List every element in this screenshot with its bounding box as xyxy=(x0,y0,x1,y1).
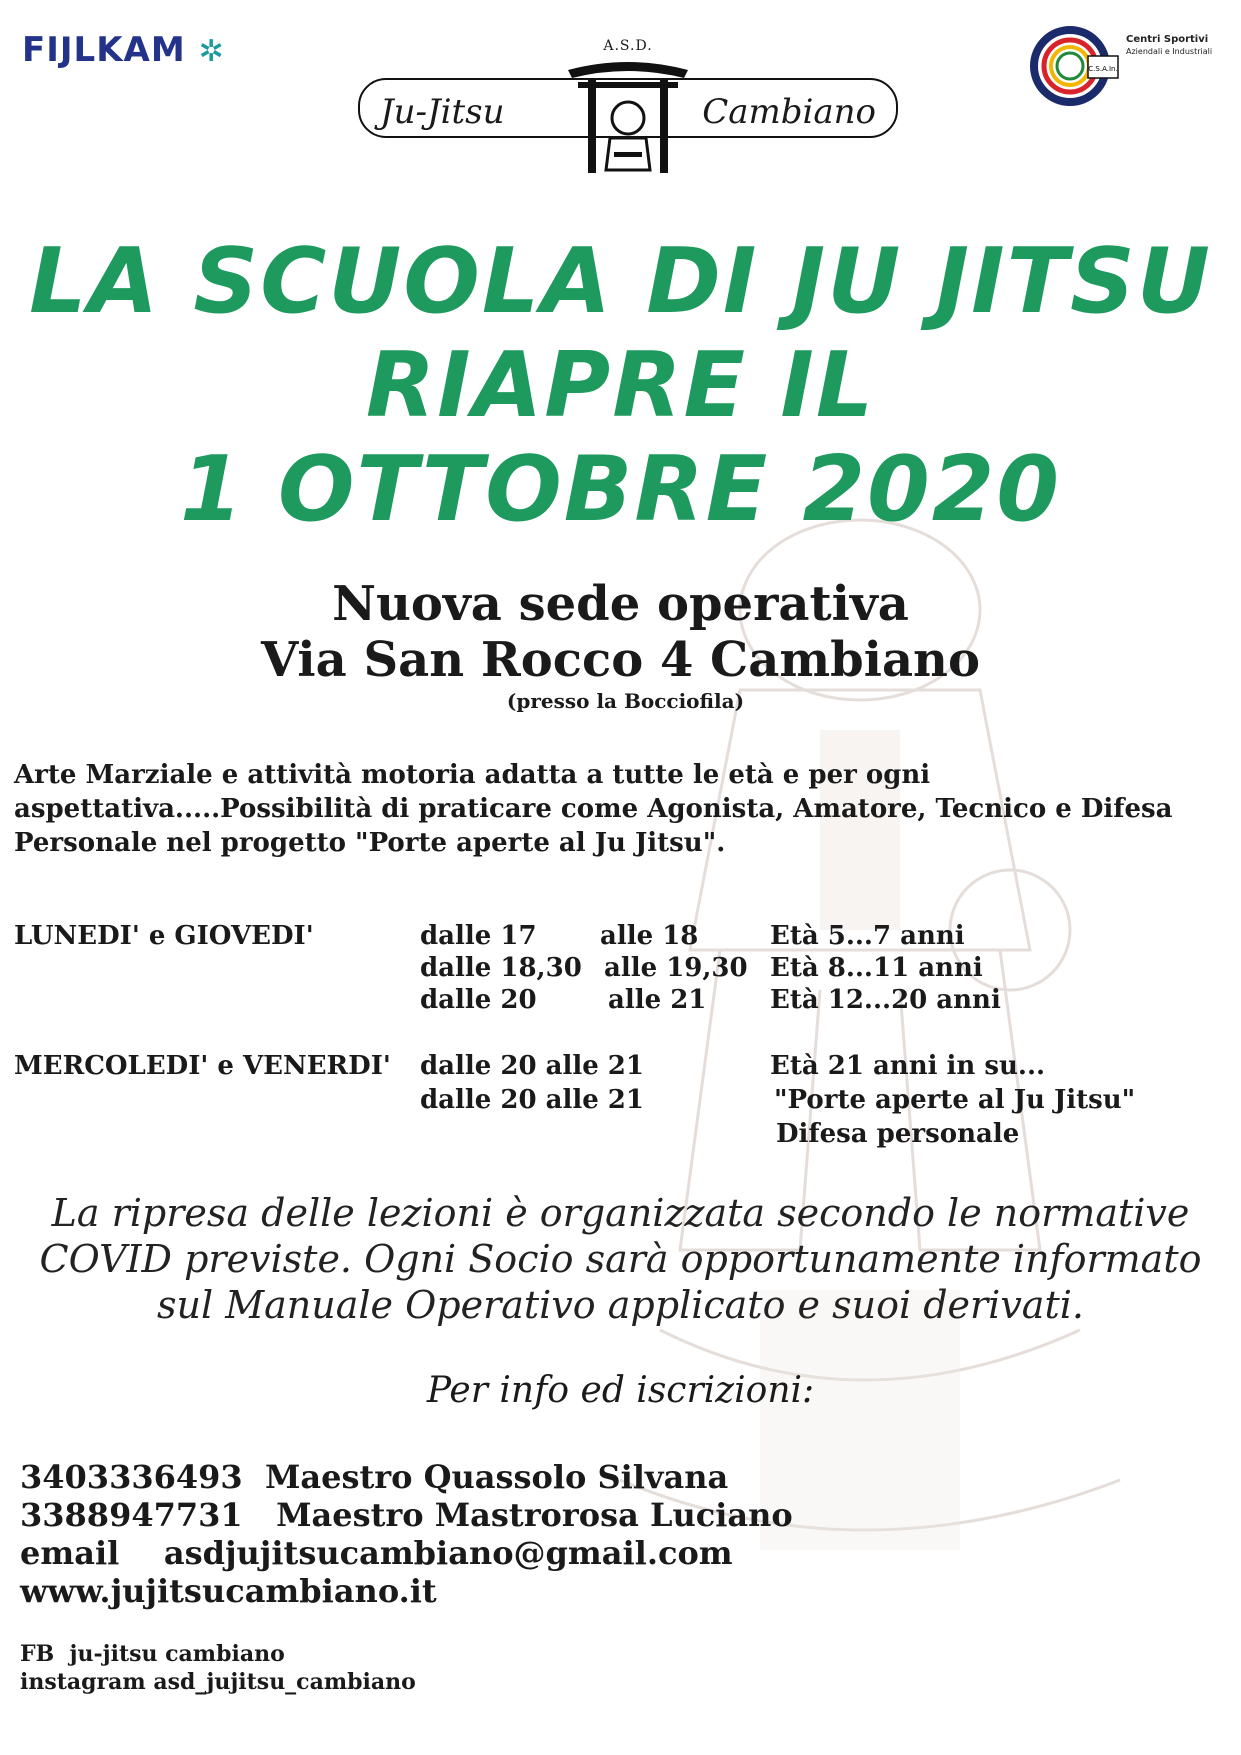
instagram-row xyxy=(20,1668,416,1696)
contact-row xyxy=(20,1458,793,1496)
schedule-age: Età 12...20 anni xyxy=(770,985,1001,1015)
email-label: email xyxy=(20,1534,120,1572)
contact-name: Maestro Quassolo Silvana xyxy=(264,1458,729,1496)
info-heading: Per info ed iscrizioni: xyxy=(426,1370,815,1411)
club-logo xyxy=(358,38,898,178)
schedule-time: dalle 20 alle 21 xyxy=(420,1085,644,1115)
csain-emblem-text: C.S.A.In. xyxy=(1088,65,1118,73)
contact-row xyxy=(20,1496,793,1534)
phone-number[interactable]: 3403336493 xyxy=(20,1458,243,1496)
instagram-handle[interactable]: asd_jujitsu_cambiano xyxy=(153,1669,416,1695)
schedule-days-wed-fri: MERCOLEDI' e VENERDI' xyxy=(14,1051,391,1081)
covid-line: La ripresa delle lezioni è organizzata secondo le normative xyxy=(51,1191,1190,1235)
headline-line-3: 1 OTTOBRE 2020 xyxy=(179,437,1062,542)
schedule-note: Età 21 anni in su... xyxy=(770,1051,1046,1081)
csain-emblem-icon xyxy=(1030,26,1120,106)
email-address[interactable]: asdjujitsucambiano@gmail.com xyxy=(163,1534,733,1572)
schedule-from: dalle 20 xyxy=(420,985,537,1015)
torii-gate-icon xyxy=(558,48,698,178)
facebook-row xyxy=(20,1640,416,1668)
instagram-label: instagram xyxy=(20,1669,146,1695)
schedule-from: dalle 17 xyxy=(420,921,537,951)
csain-logo xyxy=(1030,26,1220,106)
schedule-time: dalle 20 alle 21 xyxy=(420,1051,644,1081)
schedule-days-mon-thu: LUNEDI' e GIOVEDI' xyxy=(14,921,314,951)
social-links xyxy=(20,1640,416,1696)
csain-logo-text xyxy=(1126,34,1212,58)
club-logo-left-text: Ju-Jitsu xyxy=(380,92,505,132)
facebook-label: FB xyxy=(20,1641,55,1667)
schedule-to: alle 18 xyxy=(600,921,699,951)
website-link[interactable]: www.jujitsucambiano.it xyxy=(20,1572,437,1610)
headline-line-2: RIAPRE IL xyxy=(365,333,876,438)
location-note: (presso la Bocciofila) xyxy=(506,689,745,713)
facebook-handle[interactable]: ju-jitsu cambiano xyxy=(69,1641,285,1667)
csain-line2: Aziendali e Industriali xyxy=(1126,47,1213,56)
location-title: Nuova sede operativa xyxy=(332,576,909,632)
schedule-from: dalle 18,30 xyxy=(420,953,582,983)
fijlkam-emblem-icon: ✲ xyxy=(198,34,225,69)
fijlkam-logo xyxy=(22,30,225,70)
club-logo-right-text: Cambiano xyxy=(702,92,876,132)
contact-row xyxy=(20,1534,793,1572)
club-logo-asd: A.S.D. xyxy=(603,38,653,54)
covid-line: COVID previste. Ogni Socio sarà opportunamente informato xyxy=(39,1237,1202,1281)
schedule-to: alle 19,30 xyxy=(604,953,748,983)
intro-paragraph: Arte Marziale e attività motoria adatta a tutte le età e per ogni aspettativa.....Possibilità di praticare come Agonista, Amatore, Tecnico e Difesa Personale nel progetto "Porte aperte al Ju Jitsu". xyxy=(14,760,1173,858)
headline-line-1: LA SCUOLA DI JU JITSU xyxy=(29,229,1212,334)
location-address: Via San Rocco 4 Cambiano xyxy=(261,632,980,688)
covid-line: sul Manuale Operativo applicato e suoi derivati. xyxy=(157,1283,1084,1327)
contact-name: Maestro Mastrorosa Luciano xyxy=(276,1496,793,1534)
csain-line1: Centri Sportivi xyxy=(1126,34,1209,45)
schedule-to: alle 21 xyxy=(608,985,707,1015)
headline xyxy=(0,230,1241,542)
covid-note xyxy=(0,1190,1241,1328)
fijlkam-logo-text: FIJLKAM xyxy=(22,30,186,70)
schedule-note: "Porte aperte al Ju Jitsu" xyxy=(774,1085,1136,1115)
schedule-age: Età 5...7 anni xyxy=(770,921,965,951)
contacts xyxy=(20,1458,793,1610)
schedule-note: Difesa personale xyxy=(776,1119,1020,1149)
phone-number[interactable]: 3388947731 xyxy=(20,1496,243,1534)
new-location xyxy=(0,576,1241,714)
schedule-age: Età 8...11 anni xyxy=(770,953,983,983)
